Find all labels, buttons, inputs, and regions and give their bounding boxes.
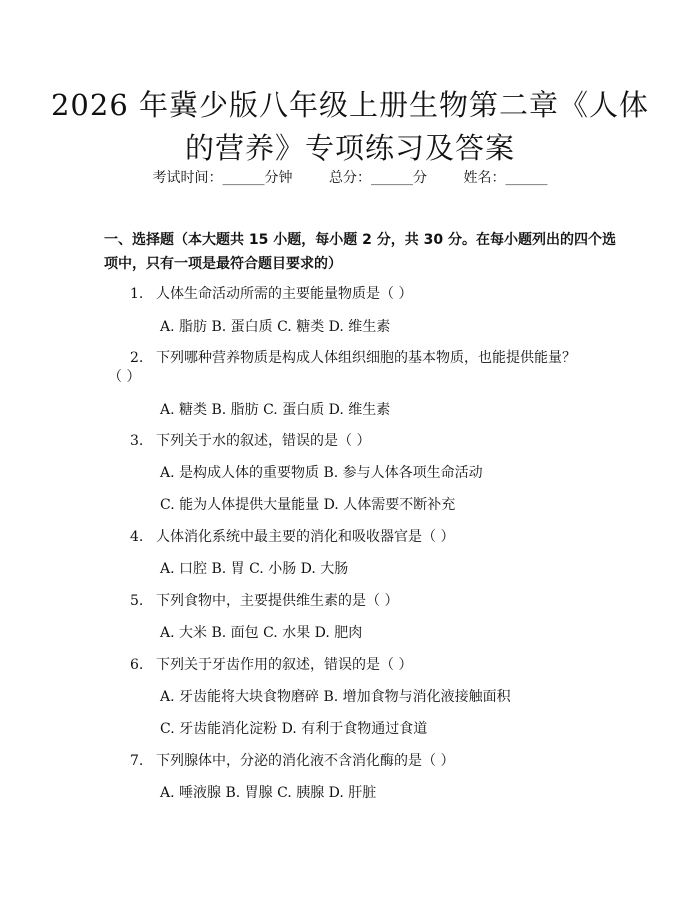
exam-time: 考试时间：______分钟 — [152, 170, 293, 186]
question — [130, 347, 576, 367]
question-options: A. 牙齿能将大块食物磨碎 B. 增加食物与消化液接触面积 — [160, 689, 511, 705]
question-text: 下列哪种营养物质是构成人体组织细胞的基本物质，也能提供能量？ — [156, 350, 576, 366]
question-options: A. 大米 B. 面包 C. 水果 D. 肥肉 — [160, 625, 363, 641]
question-text: 人体生命活动所需的主要能量物质是（ ） — [156, 286, 413, 302]
question-options: A. 脂肪 B. 蛋白质 C. 糖类 D. 维生素 — [160, 319, 391, 335]
question-text-continued: （ ） — [108, 369, 141, 385]
question-options: C. 牙齿能消化淀粉 D. 有利于食物通过食道 — [160, 721, 428, 737]
question-text: 下列食物中，主要提供维生素的是（ ） — [156, 593, 399, 609]
question-text: 下列腺体中，分泌的消化液不含消化酶的是（ ） — [156, 753, 455, 769]
question-number: 3. — [130, 433, 144, 449]
student-name: 姓名：______ — [463, 170, 548, 186]
question-options: A. 糖类 B. 脂肪 C. 蛋白质 D. 维生素 — [160, 402, 391, 418]
page-title: 2026 年冀少版八年级上册生物第二章《人体的营养》专项练习及答案 — [50, 88, 650, 165]
question-number: 7. — [130, 753, 144, 769]
question — [130, 654, 412, 674]
section-heading: 一、选择题（本大题共 15 小题，每小题 2 分，共 30 分。在每小题列出的四个选项中，只有一项是最符合题目要求的） — [104, 232, 616, 272]
question — [130, 526, 454, 546]
total-score: 总分：______分 — [329, 170, 427, 186]
question-number: 6. — [130, 657, 144, 673]
question — [130, 750, 454, 770]
question-options: C. 能为人体提供大量能量 D. 人体需要不断补充 — [160, 497, 456, 513]
question-number: 4. — [130, 529, 144, 545]
question-number: 5. — [130, 593, 144, 609]
question-options: A. 唾液腺 B. 胃腺 C. 胰腺 D. 肝脏 — [160, 785, 377, 801]
question-number: 2. — [130, 350, 144, 366]
question-number: 1. — [130, 286, 144, 302]
question-text: 人体消化系统中最主要的消化和吸收器官是（ ） — [156, 529, 455, 545]
question — [130, 430, 370, 450]
question — [130, 590, 398, 610]
question-text: 下列关于水的叙述，错误的是（ ） — [156, 433, 371, 449]
question — [130, 283, 412, 303]
question-options: A. 口腔 B. 胃 C. 小肠 D. 大肠 — [160, 561, 349, 577]
question-options: A. 是构成人体的重要物质 B. 参与人体各项生命活动 — [160, 465, 483, 481]
exam-meta — [0, 167, 700, 187]
question-text: 下列关于牙齿作用的叙述，错误的是（ ） — [156, 657, 413, 673]
